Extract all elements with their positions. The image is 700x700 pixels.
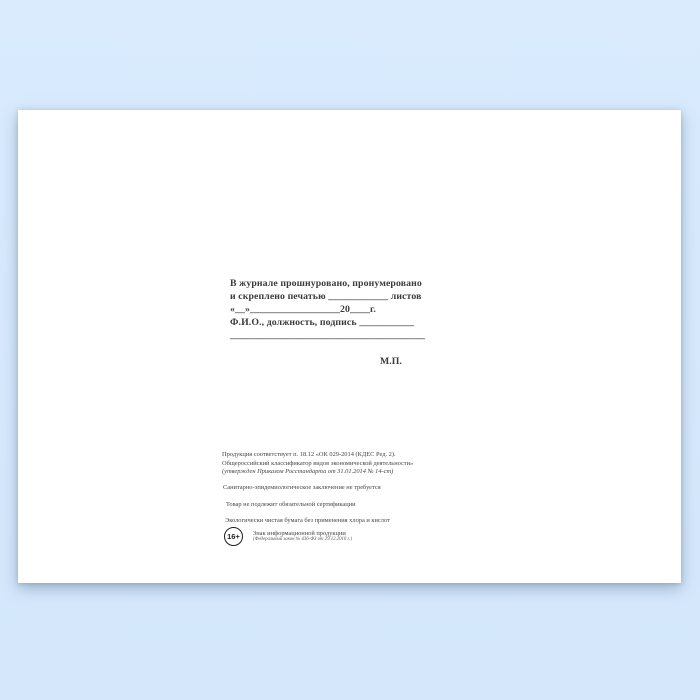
age-rating-label: 16+	[227, 532, 240, 541]
age-rating-16-icon	[224, 527, 243, 546]
blank-fill-line: _______________________________________	[230, 330, 425, 341]
binding-certification-block	[230, 277, 445, 342]
product-compliance-line-3: (утвержден Приказом Росстандарта от 31.01.2014 № 14-ст)	[222, 468, 394, 476]
info-product-sign-row	[224, 527, 352, 546]
seal-place-label: М.П.	[380, 356, 402, 367]
name-position-signature-line: Ф.И.О., должность, подпись ___________	[230, 317, 415, 328]
info-product-sign-label: Знак информационной продукции	[253, 529, 346, 537]
journal-back-cover-page	[18, 110, 681, 583]
eco-paper-note: Экологически чистая бумага без применения хлора и кислот	[225, 517, 390, 524]
binding-statement-line-2: и скреплено печатью ____________ листов	[230, 291, 422, 302]
product-compliance-note	[222, 451, 413, 477]
product-compliance-line-2: Общероссийский классификатор видов экономической деятельности»	[222, 459, 414, 467]
certification-note: Товар не подлежит обязательной сертификации	[226, 501, 356, 508]
product-compliance-line-1: Продукция соответствует п. 18.12 «ОК 029-2014 (КДЕС Ред. 2).	[222, 451, 396, 458]
binding-statement-line-1: В журнале прошнуровано, пронумеровано	[230, 278, 422, 289]
date-fill-line: «__»__________________20____г.	[230, 304, 376, 315]
info-product-sign-law-note: (Федеральный закон № 436-ФЗ от 29.12.2010 г.)	[253, 537, 353, 543]
info-product-sign-texts	[253, 530, 352, 544]
sanitary-conclusion-note: Санитарно-эпидемиологическое заключение не требуется	[223, 484, 381, 491]
